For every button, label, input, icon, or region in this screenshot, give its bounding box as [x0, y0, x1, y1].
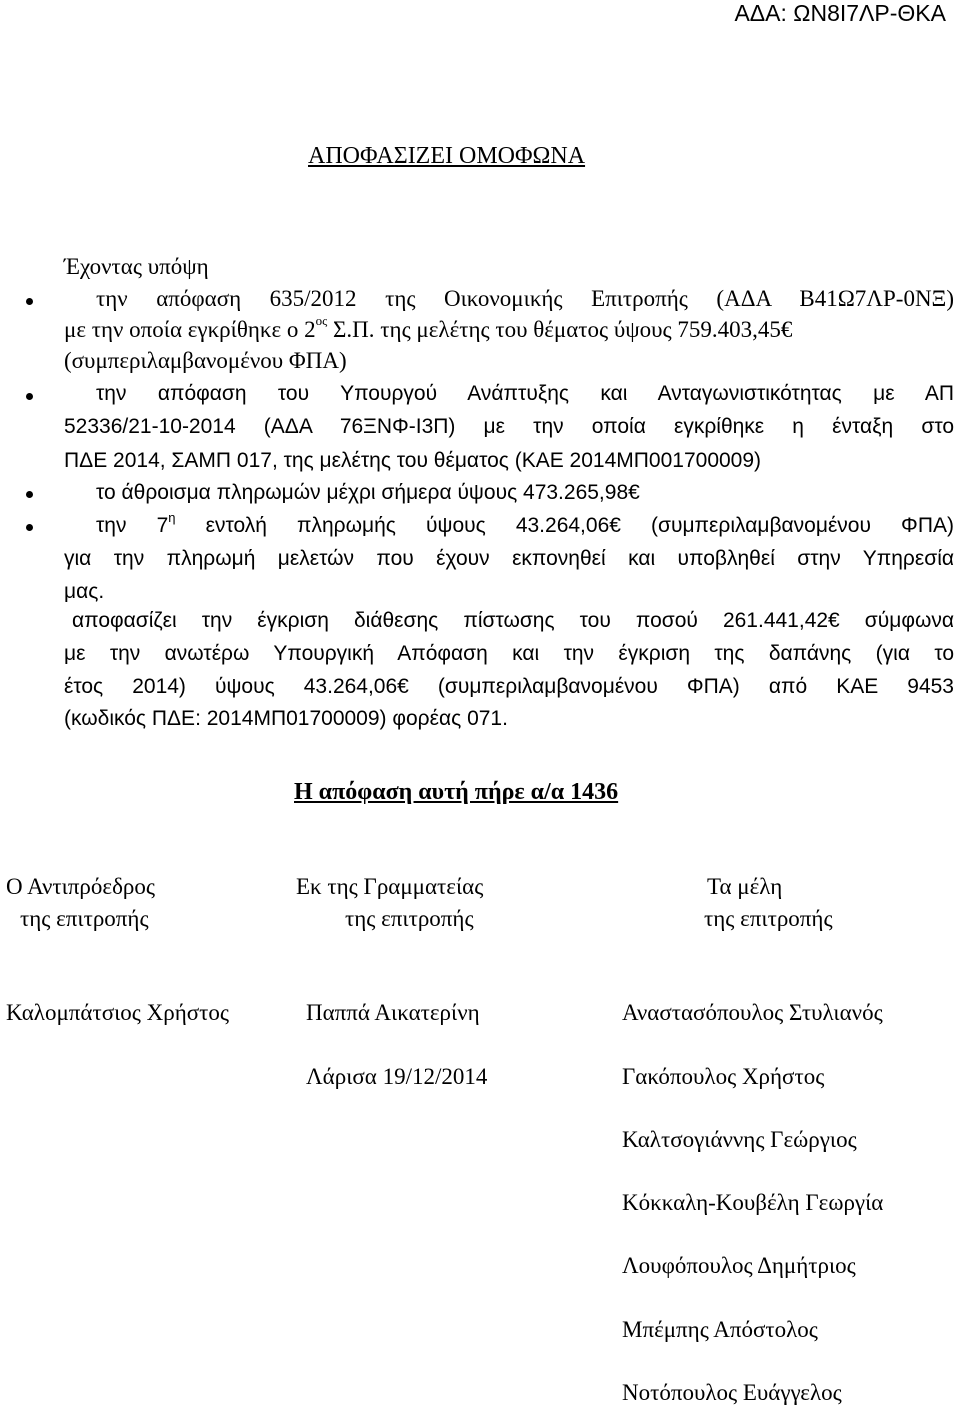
- member-name: Γακόπουλος Χρήστος: [622, 1064, 825, 1089]
- intro-text: Έχοντας υπόψη: [64, 254, 209, 279]
- vice-president-title: Ο Αντιπρόεδρος: [6, 874, 155, 899]
- decision-line2: με την ανωτέρω Υπουργική Απόφαση και την έγκριση της δαπάνης (για το: [64, 642, 954, 665]
- decision-line1: αποφασίζει την έγκριση διάθεσης πίστωσης του ποσού 261.441,42€ σύμφωνα: [72, 609, 954, 632]
- bullet1-line2: με την οποία εγκρίθηκε ο $2^{o\varsigma}$ Σ.Π. της μελέτης του θέματος ύψους 759.403,45€: [64, 313, 793, 342]
- bullet-dot: [26, 393, 33, 400]
- ada-code: ΑΔΑ: ΩΝ8Ι7ΛΡ-ΘΚΑ: [734, 0, 946, 26]
- bullet-dot: [26, 524, 33, 531]
- vice-president-committee: της επιτροπής: [20, 906, 149, 931]
- bullet2-line1: την απόφαση του Υπουργού Ανάπτυξης και Ανταγωνιστικότητας με ΑΠ: [96, 382, 954, 405]
- bullet2-line3: ΠΔΕ 2014, ΣΑΜΠ 017, της μελέτης του θέματος (ΚΑΕ 2014ΜΠ001700009): [64, 449, 762, 472]
- bullet1-line1: την απόφαση 635/2012 της Οικονομικής Επιτροπής (ΑΔΑ Β41Ω7ΛΡ-0ΝΞ): [96, 286, 954, 311]
- decision-heading: ΑΠΟΦΑΣΙΖΕΙ ΟΜΟΦΩΝΑ: [308, 143, 586, 169]
- bullet3-line: το άθροισμα πληρωμών μέχρι σήμερα ύψους 473.265,98€: [96, 481, 640, 504]
- secretary-name: Παππά Αικατερίνη: [306, 1000, 480, 1025]
- secretariat-title: Εκ της Γραμματείας: [296, 874, 484, 899]
- bullet1-line3: (συμπεριλαμβανομένου ΦΠΑ): [64, 348, 347, 373]
- secretariat-committee: της επιτροπής: [345, 906, 474, 931]
- members-committee: της επιτροπής: [704, 906, 833, 931]
- decision-line4: (κωδικός ΠΔΕ: 2014ΜΠ01700009) φορέας 071.: [64, 707, 508, 730]
- vice-president-name: Καλομπάτσιος Χρήστος: [6, 1000, 230, 1025]
- member-name: Λουφόπουλος Δημήτριος: [622, 1253, 856, 1278]
- bullet2-line2: 52336/21-10-2014 (ΑΔΑ 76ΞΝΦ-Ι3Π) με την οποία εγκρίθηκε η ένταξη στο: [64, 415, 954, 438]
- bullet-dot: [26, 491, 33, 498]
- bullet4-line3: μας.: [64, 580, 105, 603]
- member-name: Αναστασόπουλος Στυλιανός: [622, 1000, 883, 1025]
- members-title: Τα μέλη: [707, 874, 783, 899]
- bullet4-line2: για την πληρωμή μελετών που έχουν εκπονηθεί και υποβληθεί στην Υπηρεσία: [64, 547, 954, 570]
- bullet4-line1: την $7^\eta$ εντολή πληρωμής ύψους 43.264,06€ (συμπεριλαμβανομένου ΦΠΑ): [96, 510, 954, 537]
- member-name: Καλτσογιάννης Γεώργιος: [622, 1127, 857, 1152]
- member-name: Μπέμπης Απόστολος: [622, 1317, 818, 1342]
- decision-number: Η απόφαση αυτή πήρε α/α 1436: [294, 779, 619, 805]
- member-name: Κόκκαλη-Κουβέλη Γεωργία: [622, 1190, 884, 1215]
- bullet-dot: [26, 298, 33, 305]
- decision-line3: έτος 2014) ύψους 43.264,06€ (συμπεριλαμβανομένου ΦΠΑ) από ΚΑΕ 9453: [64, 675, 954, 698]
- member-name: Νοτόπουλος Ευάγγελος: [622, 1380, 842, 1405]
- place-date: Λάρισα 19/12/2014: [306, 1064, 488, 1089]
